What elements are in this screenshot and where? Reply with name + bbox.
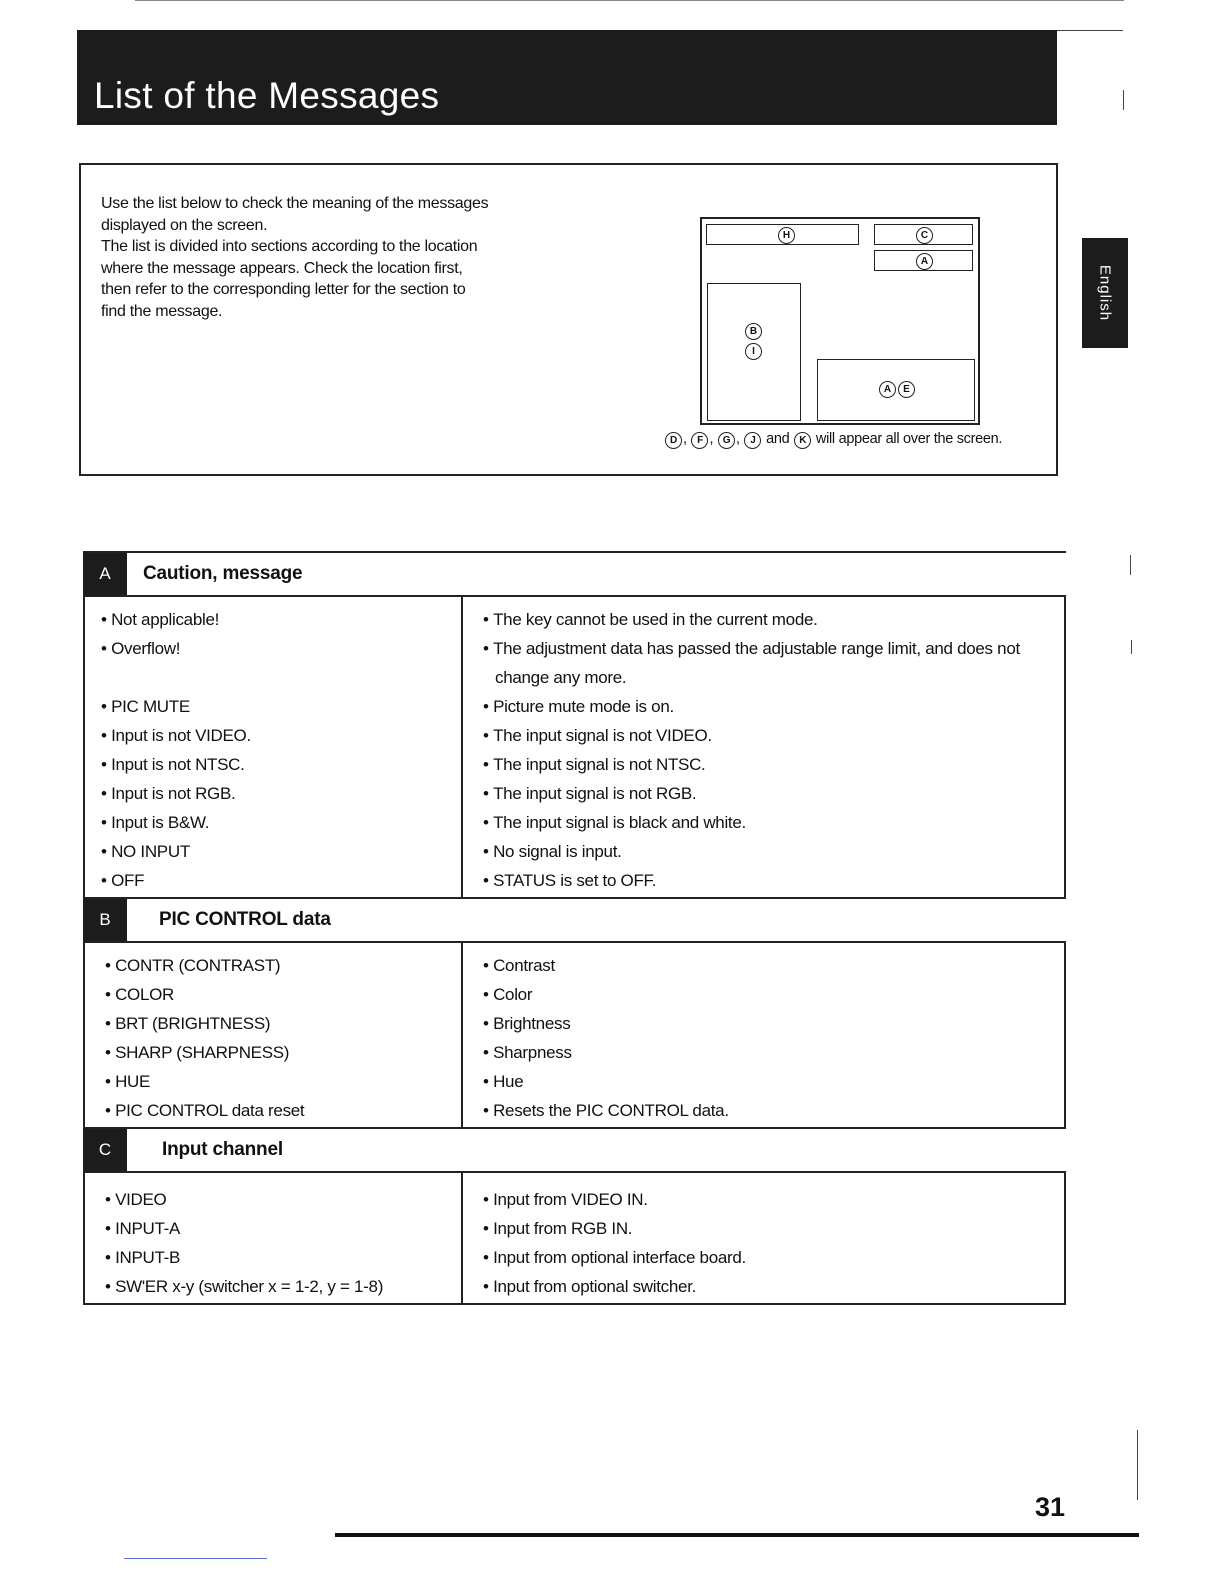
section-title: Caution, message [143,563,303,584]
section-b-body [83,943,1066,1127]
message-item: • COLOR [105,980,461,1009]
message-item: • PIC MUTE [101,692,461,721]
section-c-header [83,1127,1066,1173]
diagram-caption: D , F , G , J and K will appear all over the screen. [664,431,1002,449]
letter-j-icon: J [744,432,761,449]
section-b-header [83,897,1066,943]
meaning-item-continued: change any more. [495,668,627,687]
section-title: Input channel [162,1139,283,1160]
intro-text [101,193,551,322]
margin-mark [1131,640,1132,654]
region-h [706,224,859,245]
letter-g-icon: G [718,432,735,449]
top-rule [135,0,1124,1]
margin-mark [1123,90,1124,110]
region-c [874,224,973,245]
section-a-body [83,597,1066,897]
message-item: • Input is not VIDEO. [101,721,461,750]
meaning-item: • Input from optional interface board. [483,1243,1052,1272]
message-item: • SHARP (SHARPNESS) [105,1038,461,1067]
message-item: • VIDEO [105,1185,461,1214]
page-title: List of the Messages [94,75,440,116]
meaning-item: • Contrast [483,951,1052,980]
meaning-item: • Resets the PIC CONTROL data. [483,1096,1052,1125]
meaning-item: • The key cannot be used in the current mode. [483,605,1052,634]
bottom-rule [335,1533,1139,1537]
meaning-item: • No signal is input. [483,837,1052,866]
message-column [85,1173,463,1303]
meaning-column [463,943,1064,1127]
message-column [85,597,463,897]
caption-text: will appear all over the screen. [815,431,1003,447]
meaning-column [463,597,1064,897]
letter-i-icon: I [745,343,762,360]
intro-line: find the message. [101,302,223,320]
meaning-item: • The input signal is not RGB. [483,779,1052,808]
message-item: • INPUT-B [105,1243,461,1272]
meaning-column [463,1173,1064,1303]
meaning-item: • The adjustment data has passed the adjustable range limit, and does not [483,634,1052,663]
message-item: • NO INPUT [101,837,461,866]
meaning-item: • Input from optional switcher. [483,1272,1052,1301]
message-item: • CONTR (CONTRAST) [105,951,461,980]
footer-link-line [124,1558,267,1559]
section-letter: C [83,1129,127,1171]
section-c-body [83,1173,1066,1305]
meaning-item: • Input from RGB IN. [483,1214,1052,1243]
meaning-item: • Input from VIDEO IN. [483,1185,1052,1214]
message-column [85,943,463,1127]
letter-k-icon: K [794,432,811,449]
intro-line: then refer to the corresponding letter for the section to [101,281,466,298]
caption-and: and [766,431,790,447]
title-rule [1057,30,1123,31]
message-item: • SW'ER x-y (switcher x = 1-2, y = 1-8) [105,1272,461,1301]
letter-a-icon: A [916,253,933,270]
message-item: • Input is B&W. [101,808,461,837]
meaning-item: • Sharpness [483,1038,1052,1067]
screen-location-diagram [700,217,980,425]
message-item: • Input is not RGB. [101,779,461,808]
intro-line: Use the list below to check the meaning of the messages [101,195,489,212]
message-item: • Not applicable! [101,605,461,634]
letter-d-icon: D [665,432,682,449]
messages-table [83,551,1066,1305]
margin-mark [1130,555,1131,575]
message-item: • OFF [101,866,461,895]
letter-b-icon: B [745,323,762,340]
title-bar [77,30,1057,125]
section-title: PIC CONTROL data [159,909,331,930]
letter-e-icon: E [898,381,915,398]
region-a-e [817,359,975,421]
intro-line: The list is divided into sections according to the location [101,238,478,255]
page-number: 31 [1035,1492,1066,1522]
letter-f-icon: F [691,432,708,449]
intro-line: where the message appears. Check the location first, [101,259,463,277]
meaning-item: • The input signal is not VIDEO. [483,721,1052,750]
message-item: • Overflow! [101,634,461,692]
letter-c-icon: C [916,227,933,244]
intro-box [79,163,1058,476]
section-letter: A [83,553,127,595]
message-item: • BRT (BRIGHTNESS) [105,1009,461,1038]
message-item: • Input is not NTSC. [101,750,461,779]
meaning-item: • Brightness [483,1009,1052,1038]
meaning-item: • Color [483,980,1052,1009]
meaning-item: • STATUS is set to OFF. [483,866,1052,895]
section-a-header [83,551,1066,597]
section-letter: B [83,899,127,941]
region-a-top [874,250,973,271]
letter-a-icon: A [879,381,896,398]
region-b-i [707,283,801,421]
language-tab-label: English [1096,264,1114,322]
meaning-item: • Picture mute mode is on. [483,692,1052,721]
message-item: • PIC CONTROL data reset [105,1096,461,1125]
language-tab [1082,238,1128,348]
intro-line: displayed on the screen. [101,216,268,234]
letter-h-icon: H [778,227,795,244]
meaning-item: • The input signal is black and white. [483,808,1052,837]
meaning-item: • The input signal is not NTSC. [483,750,1052,779]
message-item: • INPUT-A [105,1214,461,1243]
meaning-item: • Hue [483,1067,1052,1096]
message-item: • HUE [105,1067,461,1096]
margin-mark [1137,1430,1138,1500]
